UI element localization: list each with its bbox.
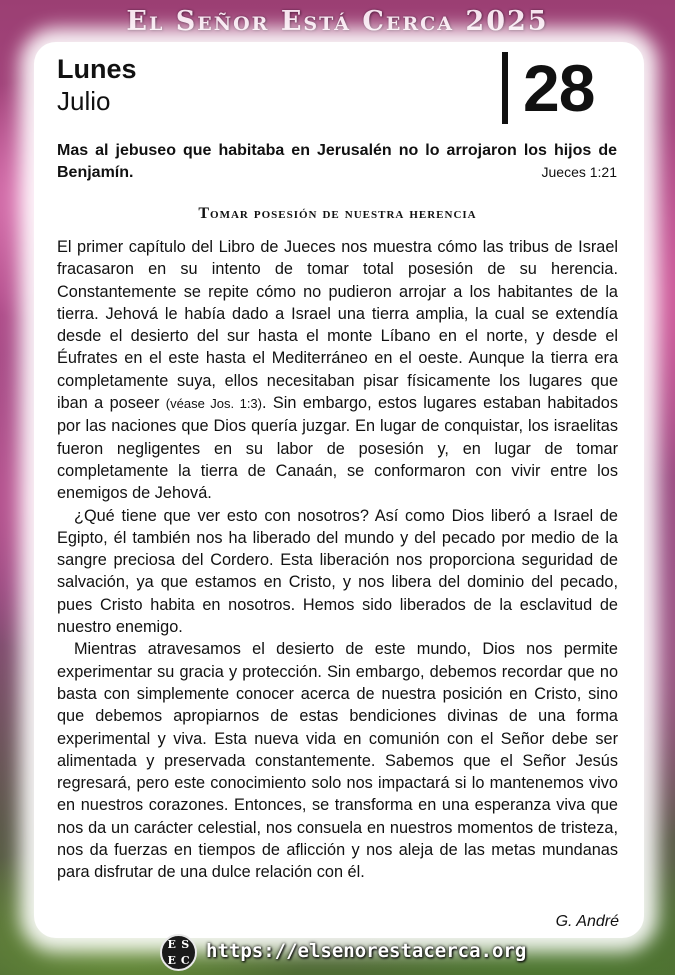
website-link[interactable]: https://elsenorestacerca.org [206,940,527,962]
verse-reference: Jueces 1:21 [541,164,617,180]
weekday-label: Lunes [57,54,137,84]
paragraph-1-part-b: . Sin embargo, estos lugares estaban habitados por las naciones que Dios quería juzgar. En lugar de conquistar, los israelitas fueron negligentes en su labor de posesión y, en lugar de tomar completamente la tierra de Canaán, se conformaron con vivir entre los enemigos de Jehová. [57,394,618,503]
paragraph-2: ¿Qué tiene que ver esto con nosotros? Así como Dios liberó a Israel de Egipto, él también nos ha liberado del mundo y del pecado por medio de la sangre preciosa del Cordero. Esta liberación nos proporciona seguridad de salvación, ya que estamos en Cristo, y nos libera del dominio del pecado, pues Cristo habita en nosotros. Hemos sido liberados de la esclavitud de nuestro enemigo. [57,506,618,637]
bible-verse: Mas al jebuseo que habitaba en Jerusalén no lo arrojaron los hijos de Benjamín. [57,142,617,181]
logo-letter: E [167,938,176,951]
logo-letter: S [181,938,190,951]
day-number: 28 [523,51,595,125]
logo-letter: E [167,954,176,967]
cross-reference: (véase Jos. 1:3) [165,396,262,412]
author-signature: G. André [555,913,619,930]
paragraph-3: Mientras atravesamos el desierto de este mundo, Dios nos permite experimentar su gracia y protección. Sin embargo, debemos recordar que no basta con simplemente conocer acerca de nuestra posición en Cristo, sino que debemos apropiarnos de estas bendiciones divinas de una forma experimental y viva. Esta nueva vida en comunión con el Señor debe ser alimentada y preservada constantemente. Sabemos que el Señor Jesús regresará, pero este conocimiento solo nos impactará si lo mantenemos vivo en nuestros corazones. Entonces, se transforma en una esperanza viva que nos da un carácter celestial, nos consuela en nuestros momentos de tristeza, nos da fuerzas en tiempos de aflicción y nos aleja de las metas mundanas para disfrutar de una dulce relación con él. [57,640,618,882]
logo-letter: C [180,954,190,967]
devotional-title: Tomar posesión de nuestra herencia [198,205,477,222]
date-divider [502,52,508,124]
publisher-logo-icon [160,934,197,971]
paragraph-1 [57,236,618,505]
page-header-title: El Señor Está Cerca 2025 [126,6,549,37]
devotional-body [57,236,618,884]
paragraph-1-part-a: El primer capítulo del Libro de Jueces nos muestra cómo las tribus de Israel fracasaron en su intento de tomar total posesión de su herencia. Constantemente se repite cómo no pudieron arrojar a los habitantes de la tierra. Jehová le había dado a Israel una tierra amplia, la cual se extendía desde el desierto del sur hasta el monte Líbano en el norte, y desde el Éufrates en el este hasta el Mediterráneo en el oeste. Aunque la tierra era completamente suya, ellos necesitaban pisar físicamente los lugares que iban a poseer [57,238,618,413]
month-label: Julio [57,86,111,116]
